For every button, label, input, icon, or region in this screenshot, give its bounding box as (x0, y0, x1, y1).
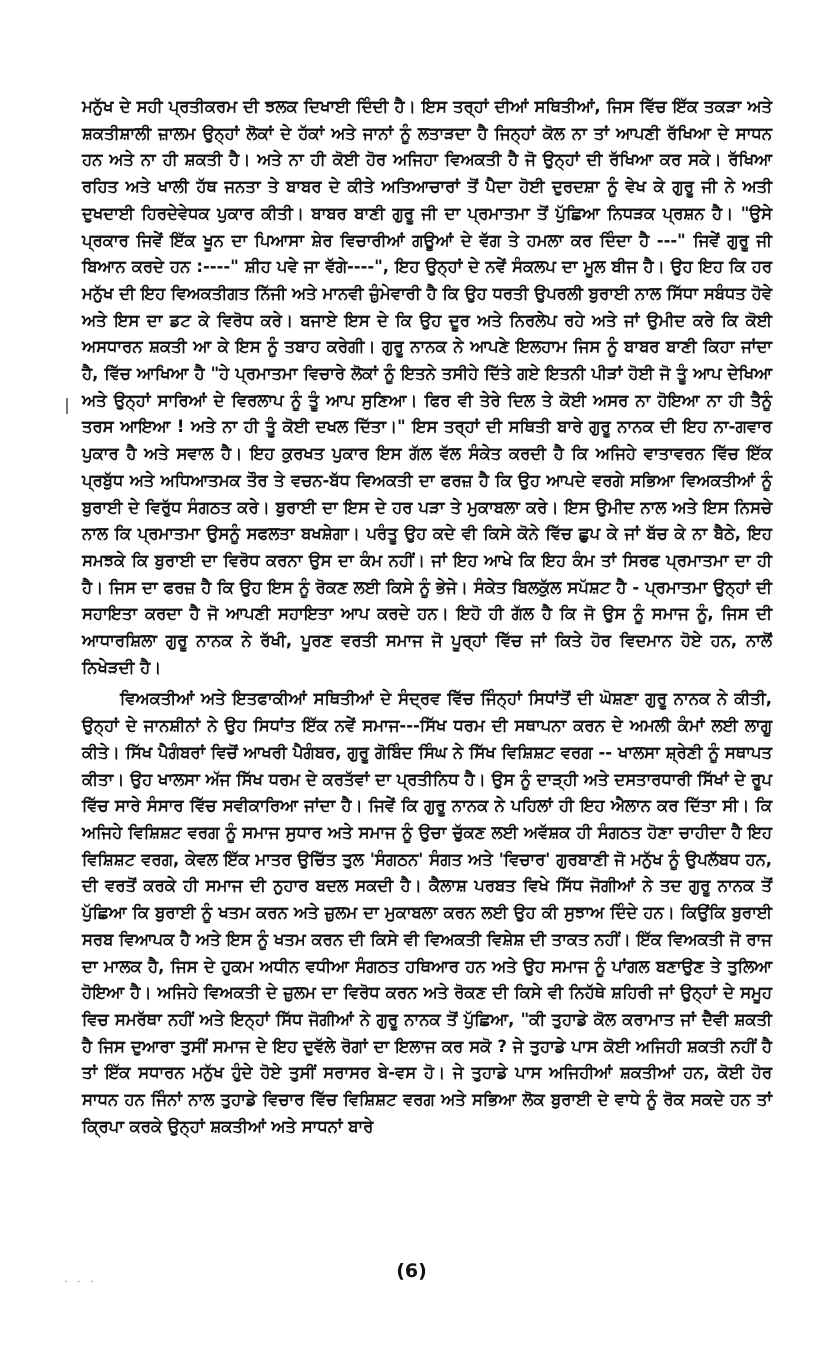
paragraph-2: ਵਿਅਕਤੀਆਂ ਅਤੇ ਇਤਫਾਕੀਆਂ ਸਥਿਤੀਆਂ ਦੇ ਸੰਦ੍ਰਵ ਵਿੱਚ ਜਿੰਨ੍ਹਾਂ ਸਿਧਾਂਤੋਂ ਦੀ ਘੋਸ਼ਣਾ ਗੁਰੂ ਨਾਨਕ ਨੇ ਕੀਤੀ, ਉਨ੍ਹਾਂ ਦੇ ਜਾਨਸ਼ੀਨਾਂ ਨੇ ਉਹ ਸਿਧਾਂਤ ਇੱਕ ਨਵੇਂ ਸਮਾਜ---ਸਿੱਖ ਧਰਮ ਦੀ ਸਥਾਪਨਾ ਕਰਨ ਦੇ ਅਮਲੀ ਕੰਮਾਂ ਲਈ ਲਾਗੂ ਕੀਤੇ। ਸਿੱਖ ਪੈਗੰਬਰਾਂ ਵਿਚੋਂ ਆਖਰੀ ਪੈਗੰਬਰ, ਗੁਰੂ ਗੋਬਿੰਦ ਸਿੰਘ ਨੇ ਸਿੱਖ ਵਿਸ਼ਿਸ਼ਟ ਵਰਗ -- ਖਾਲਸਾ ਸ਼੍ਰੇਣੀ ਨੂੰ ਸਥਾਪਤ ਕੀਤਾ। ਉਹ ਖਾਲਸਾ ਅੱਜ ਸਿੱਖ ਧਰਮ ਦੇ ਕਰਤੱਵਾਂ ਦਾ ਪ੍ਰਤੀਨਿਧ ਹੈ। ਉਸ ਨੂੰ ਦਾੜ੍ਹੀ ਅਤੇ ਦਸਤਾਰਧਾਰੀ ਸਿੱਖਾਂ ਦੇ ਰੂਪ ਵਿੱਚ ਸਾਰੇ ਸੰਸਾਰ ਵਿੱਚ ਸਵੀਕਾਰਿਆ ਜਾਂਦਾ ਹੈ। ਜਿਵੇਂ ਕਿ ਗੁਰੂ ਨਾਨਕ ਨੇ ਪਹਿਲਾਂ ਹੀ ਇਹ ਐਲਾਨ ਕਰ ਦਿੱਤਾ ਸੀ। ਕਿ ਅਜਿਹੇ ਵਿਸ਼ਿਸ਼ਟ ਵਰਗ ਨੂੰ ਸਮਾਜ ਸੁਧਾਰ ਅਤੇ ਸਮਾਜ ਨੂੰ ਉਚਾ ਚੁੱਕਣ ਲਈ ਅਵੱਸ਼ਕ ਹੀ ਸੰਗਠਤ ਹੋਣਾ ਚਾਹੀਦਾ ਹੈ ਇਹ ਵਿਸ਼ਿਸ਼ਟ ਵਰਗ, ਕੇਵਲ ਇੱਕ ਮਾਤਰ ਉਚਿੱਤ ਤੁਲ 'ਸੰਗਠਨ' ਸੰਗਤ ਅਤੇ 'ਵਿਚਾਰ' ਗੁਰਬਾਣੀ ਜੋ ਮਨੁੱਖ ਨੂੰ ਉਪਲੱਬਧ ਹਨ, ਦੀ ਵਰਤੋਂ ਕਰਕੇ ਹੀ ਸਮਾਜ ਦੀ ਨੁਹਾਰ ਬਦਲ ਸਕਦੀ ਹੈ। ਕੈਲਾਸ਼ ਪਰਬਤ ਵਿਖੇ ਸਿੱਧ ਜੋਗੀਆਂ ਨੇ ਤਦ ਗੁਰੂ ਨਾਨਕ ਤੋਂ ਪੁੱਛਿਆ ਕਿ ਬੁਰਾਈ ਨੂੰ ਖਤਮ ਕਰਨ ਅਤੇ ਜ਼ੁਲਮ ਦਾ ਮੁਕਾਬਲਾ ਕਰਨ ਲਈ ਉਹ ਕੀ ਸੁਝਾਅ ਦਿੰਦੇ ਹਨ। ਕਿਉਂਕਿ ਬੁਰਾਈ ਸਰਬ ਵਿਆਪਕ ਹੈ ਅਤੇ ਇਸ ਨੂੰ ਖਤਮ ਕਰਨ ਦੀ ਕਿਸੇ ਵੀ ਵਿਅਕਤੀ ਵਿਸ਼ੇਸ਼ ਦੀ ਤਾਕਤ ਨਹੀਂ। ਇੱਕ ਵਿਅਕਤੀ ਜੋ ਰਾਜ ਦਾ ਮਾਲਕ ਹੈ, ਜਿਸ ਦੇ ਹੁਕਮ ਅਧੀਨ ਵਧੀਆ ਸੰਗਠਤ ਹਥਿਆਰ ਹਨ ਅਤੇ ਉਹ ਸਮਾਜ ਨੂੰ ਪਾਂਗਲ ਬਣਾਉਣ ਤੇ ਤੁਲਿਆ ਹੋਇਆ ਹੈ। ਅਜਿਹੇ ਵਿਅਕਤੀ ਦੇ ਜ਼ੁਲਮ ਦਾ ਵਿਰੋਧ ਕਰਨ ਅਤੇ ਰੋਕਣ ਦੀ ਕਿਸੇ ਵੀ ਨਿਹੱਥੇ ਸ਼ਹਿਰੀ ਜਾਂ ਉਨ੍ਹਾਂ ਦੇ ਸਮੂਹ ਵਿਚ ਸਮਰੱਥਾ ਨਹੀਂ ਅਤੇ ਇਨ੍ਹਾਂ ਸਿੱਧ ਜੋਗੀਆਂ ਨੇ ਗੁਰੂ ਨਾਨਕ ਤੋਂ ਪੁੱਛਿਆ, "ਕੀ ਤੁਹਾਡੇ ਕੋਲ ਕਰਾਮਾਤ ਜਾਂ ਦੈਵੀ ਸ਼ਕਤੀ ਹੈ ਜਿਸ ਦੁਆਰਾ ਤੁਸੀਂ ਸਮਾਜ ਦੇ ਇਹ ਦੁਵੱਲੇ ਰੋਗਾਂ ਦਾ ਇਲਾਜ ਕਰ ਸਕੋ ? ਜੇ ਤੁਹਾਡੇ ਪਾਸ ਕੋਈ ਅਜਿਹੀ ਸ਼ਕਤੀ ਨਹੀਂ ਹੈ ਤਾਂ ਇੱਕ ਸਧਾਰਨ ਮਨੁੱਖ ਹੁੰਦੇ ਹੋਏ ਤੁਸੀਂ ਸਰਾਸਰ ਬੇ-ਵਸ ਹੋ। ਜੇ ਤੁਹਾਡੇ ਪਾਸ ਅਜਿਹੀਆਂ ਸ਼ਕਤੀਆਂ ਹਨ, ਕੋਈ ਹੋਰ ਸਾਧਨ ਹਨ ਜਿੰਨਾਂ ਨਾਲ ਤੁਹਾਡੇ ਵਿਚਾਰ ਵਿੱਚ ਵਿਸ਼ਿਸ਼ਟ ਵਰਗ ਅਤੇ ਸਭਿਆ ਲੋਕ ਬੁਰਾਈ ਦੇ ਵਾਧੇ ਨੂੰ ਰੋਕ ਸਕਦੇ ਹਨ ਤਾਂ ਕ੍ਰਿਪਾ ਕਰਕੇ ਉਨ੍ਹਾਂ ਸ਼ਕਤੀਆਂ ਅਤੇ ਸਾਧਨਾਂ ਬਾਰੇ (82, 689, 772, 1136)
body-text (82, 94, 772, 1140)
margin-mark (66, 398, 68, 414)
scan-artifact: · · · (64, 1275, 97, 1288)
paragraph-1: ਮਨੁੱਖ ਦੇ ਸਹੀ ਪ੍ਰਤੀਕਰਮ ਦੀ ਝਲਕ ਦਿਖਾਈ ਦਿੰਦੀ ਹੈ। ਇਸ ਤਰ੍ਹਾਂ ਦੀਆਂ ਸਥਿਤੀਆਂ, ਜਿਸ ਵਿੱਚ ਇੱਕ ਤਕੜਾ ਅਤੇ ਸ਼ਕਤੀਸ਼ਾਲੀ ਜ਼ਾਲਮ ਉਨ੍ਹਾਂ ਲੋਕਾਂ ਦੇ ਹੱਕਾਂ ਅਤੇ ਜਾਨਾਂ ਨੂੰ ਲਤਾੜਦਾ ਹੈ ਜਿਨ੍ਹਾਂ ਕੋਲ ਨਾ ਤਾਂ ਆਪਣੀ ਰੱਖਿਆ ਦੇ ਸਾਧਨ ਹਨ ਅਤੇ ਨਾ ਹੀ ਸ਼ਕਤੀ ਹੈ। ਅਤੇ ਨਾ ਹੀ ਕੋਈ ਹੋਰ ਅਜਿਹਾ ਵਿਅਕਤੀ ਹੈ ਜੋ ਉਨ੍ਹਾਂ ਦੀ ਰੱਖਿਆ ਕਰ ਸਕੇ। ਰੱਖਿਆ ਰਹਿਤ ਅਤੇ ਖਾਲੀ ਹੱਥ ਜਨਤਾ ਤੇ ਬਾਬਰ ਦੇ ਕੀਤੇ ਅਤਿਆਚਾਰਾਂ ਤੋਂ ਪੈਦਾ ਹੋਈ ਦੁਰਦਸ਼ਾ ਨੂੰ ਵੇਖ ਕੇ ਗੁਰੂ ਜੀ ਨੇ ਅਤੀ ਦੁਖਦਾਈ ਹਿਰਦੇਵੇਧਕ ਪੁਕਾਰ ਕੀਤੀ। ਬਾਬਰ ਬਾਣੀ ਗੁਰੂ ਜੀ ਦਾ ਪ੍ਰਮਾਤਮਾ ਤੋਂ ਪੁੱਛਿਆ ਨਿਧੜਕ ਪ੍ਰਸ਼ਨ ਹੈ। "ਉਸੇ ਪ੍ਰਕਾਰ ਜਿਵੇਂ ਇੱਕ ਖੂਨ ਦਾ ਪਿਆਸਾ ਸ਼ੇਰ ਵਿਚਾਰੀਆਂ ਗਊਆਂ ਦੇ ਵੱਗ ਤੇ ਹਮਲਾ ਕਰ ਦਿੰਦਾ ਹੈ ---" ਜਿਵੇਂ ਗੁਰੂ ਜੀ ਬਿਆਨ ਕਰਦੇ ਹਨ :----" ਸ਼ੀਹ ਪਵੇ ਜਾ ਵੱਗੇ----", ਇਹ ਉਨ੍ਹਾਂ ਦੇ ਨਵੇਂ ਸੰਕਲਪ ਦਾ ਮੂਲ ਬੀਜ ਹੈ। ਉਹ ਇਹ ਕਿ ਹਰ ਮਨੁੱਖ ਦੀ ਇਹ ਵਿਅਕਤੀਗਤ ਨਿੱਜੀ ਅਤੇ ਮਾਨਵੀ ਜ਼ੁੰਮੇਵਾਰੀ ਹੈ ਕਿ ਉਹ ਧਰਤੀ ਉਪਰਲੀ ਬੁਰਾਈ ਨਾਲ ਸਿੱਧਾ ਸਬੰਧਤ ਹੋਵੇ ਅਤੇ ਇਸ ਦਾ ਡਟ ਕੇ ਵਿਰੋਧ ਕਰੇ। ਬਜਾਏ ਇਸ ਦੇ ਕਿ ਉਹ ਦੂਰ ਅਤੇ ਨਿਰਲੇਪ ਰਹੇ ਅਤੇ ਜਾਂ ਉਮੀਦ ਕਰੇ ਕਿ ਕੋਈ ਅਸਧਾਰਨ ਸ਼ਕਤੀ ਆ ਕੇ ਇਸ ਨੂੰ ਤਬਾਹ ਕਰੇਗੀ। ਗੁਰੂ ਨਾਨਕ ਨੇ ਆਪਣੇ ਇਲਹਾਮ ਜਿਸ ਨੂੰ ਬਾਬਰ ਬਾਣੀ ਕਿਹਾ ਜਾਂਦਾ ਹੈ, ਵਿੱਚ ਆਖਿਆ ਹੈ "ਹੇ ਪ੍ਰਮਾਤਮਾ ਵਿਚਾਰੇ ਲੋਕਾਂ ਨੂੰ ਇਤਨੇ ਤਸੀਹੇ ਦਿੱਤੇ ਗਏ ਇਤਨੀ ਪੀੜਾਂ ਹੋਈ ਜੋ ਤੂੰ ਆਪ ਦੇਖਿਆ ਅਤੇ ਉਨ੍ਹਾਂ ਸਾਰਿਆਂ ਦੇ ਵਿਰਲਾਪ ਨੂੰ ਤੂੰ ਆਪ ਸੁਣਿਆ। ਫਿਰ ਵੀ ਤੇਰੇ ਦਿਲ ਤੇ ਕੋਈ ਅਸਰ ਨਾ ਹੋਇਆ ਨਾ ਹੀ ਤੈਨੂੰ ਤਰਸ ਆਇਆ ! ਅਤੇ ਨਾ ਹੀ ਤੂੰ ਕੋਈ ਦਖਲ ਦਿੱਤਾ।" ਇਸ ਤਰ੍ਹਾਂ ਦੀ ਸਥਿਤੀ ਬਾਰੇ ਗੁਰੂ ਨਾਨਕ ਦੀ ਇਹ ਨਾ-ਗਵਾਰ ਪੁਕਾਰ ਹੈ ਅਤੇ ਸਵਾਲ ਹੈ। ਇਹ ਕੁਰਖਤ ਪੁਕਾਰ ਇਸ ਗੱਲ ਵੱਲ ਸੰਕੇਤ ਕਰਦੀ ਹੈ ਕਿ ਅਜਿਹੇ ਵਾਤਾਵਰਨ ਵਿੱਚ ਇੱਕ ਪ੍ਰਬੁੱਧ ਅਤੇ ਅਧਿਆਤਮਕ ਤੌਰ ਤੇ ਵਚਨ-ਬੱਧ ਵਿਅਕਤੀ ਦਾ ਫਰਜ਼ ਹੈ ਕਿ ਉਹ ਆਪਦੇ ਵਰਗੇ ਸਭਿਆ ਵਿਅਕਤੀਆਂ ਨੂੰ ਬੁਰਾਈ ਦੇ ਵਿਰੁੱਧ ਸੰਗਠਤ ਕਰੇ। ਬੁਰਾਈ ਦਾ ਇਸ ਦੇ ਹਰ ਪੜਾ ਤੇ ਮੁਕਾਬਲਾ ਕਰੇ। ਇਸ ਉਮੀਦ ਨਾਲ ਅਤੇ ਇਸ ਨਿਸਚੇ ਨਾਲ ਕਿ ਪ੍ਰਮਾਤਮਾ ਉਸਨੂੰ ਸਫਲਤਾ ਬਖਸ਼ੇਗਾ। ਪਰੰਤੂ ਉਹ ਕਦੇ ਵੀ ਕਿਸੇ ਕੋਨੇ ਵਿੱਚ ਛੁਪ ਕੇ ਜਾਂ ਬੱਚ ਕੇ ਨਾ ਬੈਠੇ, ਇਹ ਸਮਝਕੇ ਕਿ ਬੁਰਾਈ ਦਾ ਵਿਰੋਧ ਕਰਨਾ ਉਸ ਦਾ ਕੰਮ ਨਹੀਂ। ਜਾਂ ਇਹ ਆਖੇ ਕਿ ਇਹ ਕੰਮ ਤਾਂ ਸਿਰਫ ਪ੍ਰਮਾਤਮਾ ਦਾ ਹੀ ਹੈ। ਜਿਸ ਦਾ ਫਰਜ਼ ਹੈ ਕਿ ਉਹ ਇਸ ਨੂੰ ਰੋਕਣ ਲਈ ਕਿਸੇ ਨੂੰ ਭੇਜੇ। ਸੰਕੇਤ ਬਿਲਕੁੱਲ ਸਪੱਸ਼ਟ ਹੈ - ਪ੍ਰਮਾਤਮਾ ਉਨ੍ਹਾਂ ਦੀ ਸਹਾਇਤਾ ਕਰਦਾ ਹੈ ਜੋ ਆਪਣੀ ਸਹਾਇਤਾ ਆਪ ਕਰਦੇ ਹਨ। ਇਹੋ ਹੀ ਗੱਲ ਹੈ ਕਿ ਜੋ ਉਸ ਨੂੰ ਸਮਾਜ ਨੂੰ, ਜਿਸ ਦੀ ਆਧਾਰਸ਼ਿਲਾ ਗੁਰੂ ਨਾਨਕ ਨੇ ਰੱਖੀ, ਪੂਰਣ ਵਰਤੀ ਸਮਾਜ ਜੋ ਪੂਰ੍ਹਾਂ ਵਿੱਚ ਜਾਂ ਕਿਤੇ ਹੋਰ ਵਿਦਮਾਨ ਹੋਏ ਹਨ, ਨਾਲੋਂ ਨਿਖੇੜਦੀ ਹੈ। (82, 97, 772, 677)
page-number: (6) (396, 1260, 427, 1282)
